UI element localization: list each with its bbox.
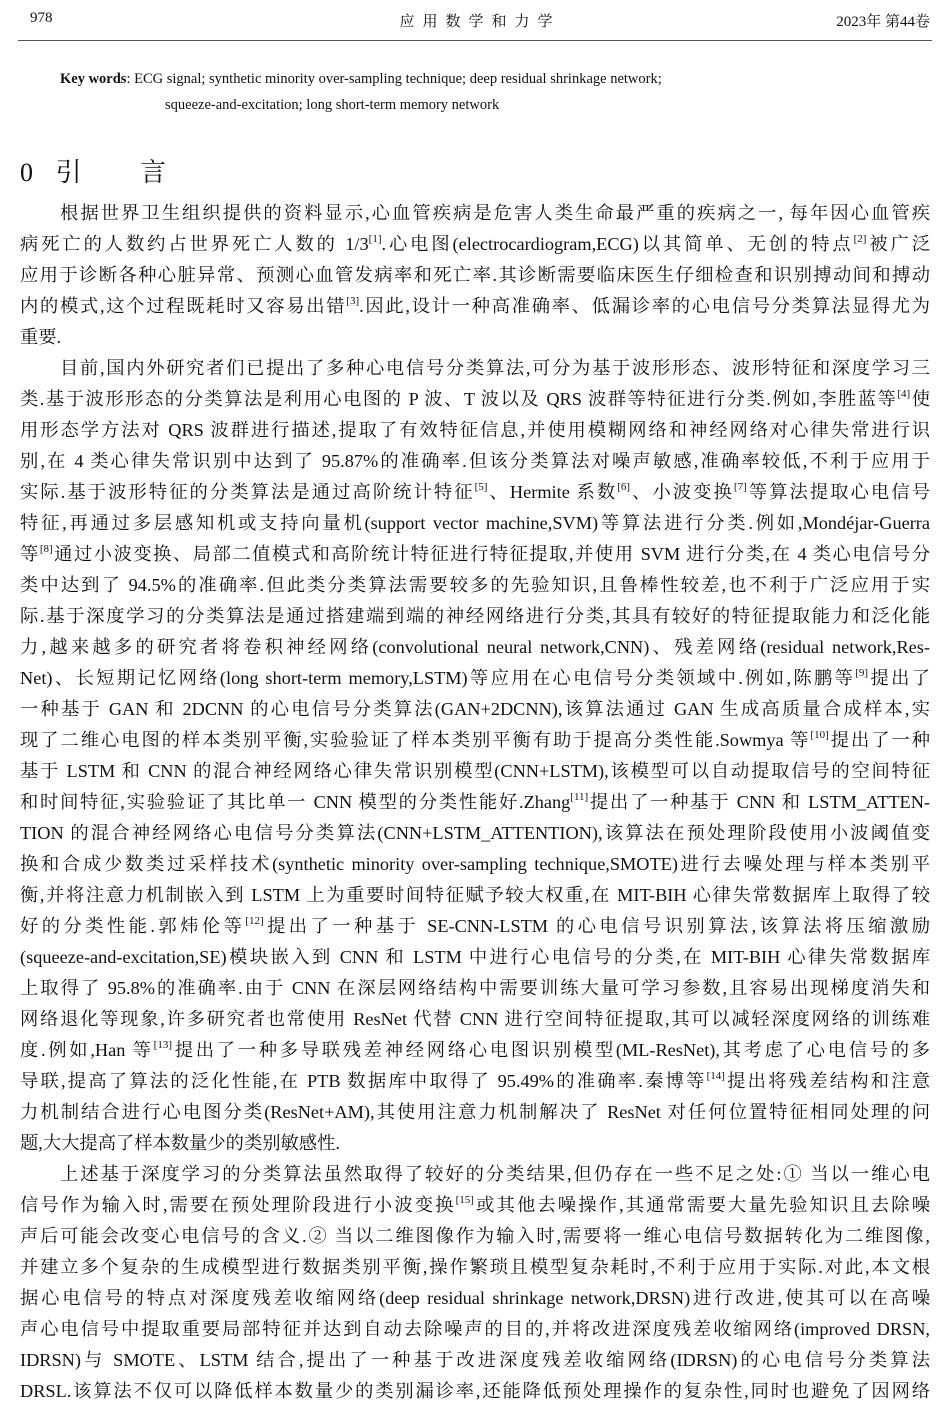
text-line: 网络退化等现象,许多研究者也常使用 ResNet 代替 CNN 进行空间特征提取,其可以减轻深度网络的训练难: [20, 1009, 930, 1029]
text-segment: 度.例如,Han 等: [20, 1040, 154, 1060]
text-segment: 类.基于波形形态的分类算法是利用心电图的 P 波、T 波以及 QRS 波群等特征进行分类.例如,李胜蓝等: [20, 389, 898, 409]
citation: [15]: [455, 1194, 474, 1206]
text-segment: 或其他去噪操作,其通常需要大量先验知识且去除噪: [473, 1195, 930, 1215]
text-segment: 实际.基于波形特征的分类算法是通过高阶统计特征: [20, 482, 475, 502]
section-title-char-1: 引: [55, 158, 82, 187]
text-line: 特征,再通过多层感知机或支持向量机(support vector machine,SVM)等算法进行分类.例如,Mondéjar-Guerra: [20, 513, 930, 533]
volume-info: 2023年 第44卷: [836, 14, 930, 30]
citation: [2]: [853, 233, 867, 245]
text-line: 换和合成少数类过采样技术(synthetic minority over-sampling technique,SMOTE)进行去噪处理与样本类别平: [20, 854, 930, 874]
text-line: 上述基于深度学习的分类算法虽然取得了较好的分类结果,但仍存在一些不足之处:① 当以一维心电: [60, 1164, 930, 1184]
text-line: [20, 663, 930, 694]
citation: [14]: [706, 1070, 725, 1082]
text-segment: .心电图(electrocardiogram,ECG)以其简单、无创的特点: [381, 234, 854, 254]
text-line: DRSL.该算法不仅可以降低样本数量少的类别漏诊率,还能降低预处理操作的复杂性,同时也避免了因网络: [20, 1381, 930, 1401]
keywords-line-2: squeeze-and-excitation; long short-term memory network: [165, 97, 500, 113]
text-line: 际.基于深度学习的分类算法是通过搭建端到端的神经网络进行分类,其具有较好的特征提取能力和泛化能: [20, 606, 930, 626]
paragraph: [20, 1159, 930, 1407]
page-number: 978: [30, 10, 53, 26]
text-line: TION 的混合神经网络心电信号分类算法(CNN+LSTM_ATTENTION),该算法在预处理阶段使用小波阈值变: [20, 823, 930, 843]
text-segment: 等算法提取心电信号: [746, 482, 931, 502]
text-segment: Net)、长短期记忆网络(long short-term memory,LSTM)等应用在心电信号分类领域中.例如,陈鹏等: [20, 668, 856, 688]
text-line: 力,越来越多的研究者将卷积神经网络(convolutional neural network,CNN)、残差网络(residual network,Res-: [20, 637, 930, 657]
citation: [9]: [855, 667, 869, 679]
keywords-separator: :: [126, 71, 131, 87]
citation: [5]: [474, 481, 488, 493]
text-line: 基于 LSTM 和 CNN 的混合神经网络心律失常识别模型(CNN+LSTM),该模型可以自动提取信号的空间特征: [20, 761, 930, 781]
text-line: 声后可能会改变心电信号的含义.② 当以二维图像作为输入时,需要将一维心电信号数据转化为二维图像,: [20, 1226, 930, 1246]
text-line: 应用于诊断各种心脏异常、预测心血管发病率和死亡率.其诊断需要临床医生仔细检查和识别搏动间和搏动: [20, 265, 930, 285]
text-line: 类中达到了 94.5%的准确率.但此类分类算法需要较多的先验知识,且鲁棒性较差,也不利于广泛应用于实: [20, 575, 930, 595]
text-line: 重要.: [20, 327, 62, 347]
text-segment: 信号作为输入时,需要在预处理阶段进行小波变换: [20, 1195, 456, 1215]
text-line: [20, 229, 930, 260]
text-segment: 提出了一种多导联残差神经网络心电图识别模型(ML-ResNet),其考虑了心电信号的多: [171, 1040, 930, 1060]
text-segment: .因此,设计一种高准确率、低漏诊率的心电信号分类算法显得尤为: [359, 296, 930, 316]
section-number: 0: [20, 158, 33, 187]
citation: [13]: [153, 1039, 172, 1051]
citation: [1]: [368, 233, 382, 245]
text-segment: 通过小波变换、局部二值模式和高阶统计特征进行特征提取,并使用 SVM 进行分类,在 4 类心电信号分: [52, 544, 931, 564]
citation: [3]: [346, 295, 360, 307]
citation: [6]: [617, 481, 631, 493]
text-line: 用形态学方法对 QRS 波群进行描述,提取了有效特征信息,并使用模糊网络和神经网络对心律失常进行识: [20, 420, 930, 440]
text-line: [20, 291, 930, 322]
text-segment: 使: [910, 389, 930, 409]
text-segment: 和时间特征,实验验证了其比单一 CNN 模型的分类性能好.Zhang: [20, 792, 571, 812]
text-line: IDRSN)与 SMOTE、LSTM 结合,提出了一种基于改进深度残差收缩网络(IDRSN)的心电信号分类算法: [20, 1350, 930, 1370]
paragraph: [20, 353, 930, 1159]
paragraph: [20, 198, 930, 353]
text-segment: 病死亡的人数约占世界死亡人数的 1/3: [20, 234, 369, 254]
text-line: [20, 1190, 930, 1221]
text-segment: 等: [20, 544, 40, 564]
citation: [8]: [39, 543, 53, 555]
text-segment: 、小波变换: [630, 482, 734, 502]
text-segment: 现了二维心电图的样本类别平衡,实验验证了样本类别平衡有助于提高分类性能.Sowmya 等: [20, 730, 811, 750]
text-line: 上取得了 95.8%的准确率.由于 CNN 在深层网络结构中需要训练大量可学习参数,且容易出现梯度消失和: [20, 978, 930, 998]
text-line: 一种基于 GAN 和 2DCNN 的心电信号分类算法(GAN+2DCNN),该算法通过 GAN 生成高质量合成样本,实: [20, 699, 930, 719]
citation: [4]: [897, 388, 911, 400]
section-heading: [20, 152, 166, 189]
text-line: 题,大大提高了样本数量少的类别敏感性.: [20, 1133, 340, 1153]
text-segment: 提出了一种: [828, 730, 931, 750]
text-line: [20, 1035, 930, 1066]
text-line: 衡,并将注意力机制嵌入到 LSTM 上为重要时间特征赋予较大权重,在 MIT-BIH 心律失常数据库上取得了较: [20, 885, 930, 905]
text-line: [20, 384, 930, 415]
text-line: [20, 911, 930, 942]
text-line: [20, 477, 930, 508]
text-line: 目前,国内外研究者们已提出了多种心电信号分类算法,可分为基于波形形态、波形特征和深度学习三: [60, 358, 930, 378]
keywords-line-1: ECG signal; synthetic minority over-sampling technique; deep residual shrinkage network;: [134, 71, 662, 87]
body-text: [20, 198, 930, 1407]
text-line: [20, 1066, 930, 1097]
section-title-char-2: 言: [140, 158, 167, 187]
text-segment: 提出了一种基于 CNN 和 LSTM_ATTEN-: [588, 792, 930, 812]
text-segment: 好的分类性能.郭炜伦等: [20, 916, 246, 936]
text-line: 力机制结合进行心电图分类(ResNet+AM),其使用注意力机制解决了 ResNet 对任何位置特征相同处理的问: [20, 1102, 930, 1122]
text-segment: 提出了一种基于 SE-CNN-LSTM 的心电信号识别算法,该算法将压缩激励: [263, 916, 930, 936]
text-line: 根据世界卫生组织提供的资料显示,心血管疾病是危害人类生命最严重的疾病之一, 每年因心血管疾: [60, 203, 930, 223]
text-line: 声心电信号中提取重要局部特征并达到自动去除噪声的目的,并将改进深度残差收缩网络(improved DRSN,: [20, 1319, 930, 1339]
running-header: [30, 10, 930, 34]
citation: [12]: [245, 915, 264, 927]
text-segment: 被广泛: [866, 234, 931, 254]
text-line: [20, 725, 930, 756]
text-segment: 导联,提高了算法的泛化性能,在 PTB 数据库中取得了 95.49%的准确率.秦博等: [20, 1071, 707, 1091]
text-line: 别,在 4 类心律失常识别中达到了 95.87%的准确率.但该分类算法对噪声敏感,准确率较低,不利于应用于: [20, 451, 930, 471]
text-segment: 、Hermite 系数: [487, 482, 618, 502]
header-rule: [18, 40, 932, 41]
text-line: [20, 787, 930, 818]
text-line: [20, 539, 930, 570]
citation: [7]: [733, 481, 747, 493]
keywords: [60, 66, 662, 118]
citation: [11]: [570, 791, 589, 803]
journal-title: 应用数学和力学: [399, 14, 561, 30]
text-line: 并建立多个复杂的生成模型进行数据类别平衡,操作繁琐且模型复杂耗时,不利于应用于实际.对此,本文根: [20, 1257, 930, 1277]
text-line: 据心电信号的特点对深度残差收缩网络(deep residual shrinkage network,DRSN)进行改进,使其可以在高噪: [20, 1288, 930, 1308]
text-segment: 提出将残差结构和注意: [724, 1071, 931, 1091]
citation: [10]: [810, 729, 829, 741]
text-segment: 提出了: [868, 668, 930, 688]
text-line: (squeeze-and-excitation,SE)模块嵌入到 CNN 和 LSTM 中进行心电信号的分类,在 MIT-BIH 心律失常数据库: [20, 947, 930, 967]
keywords-label: Key words: [60, 71, 127, 87]
text-segment: 内的模式,这个过程既耗时又容易出错: [20, 296, 347, 316]
